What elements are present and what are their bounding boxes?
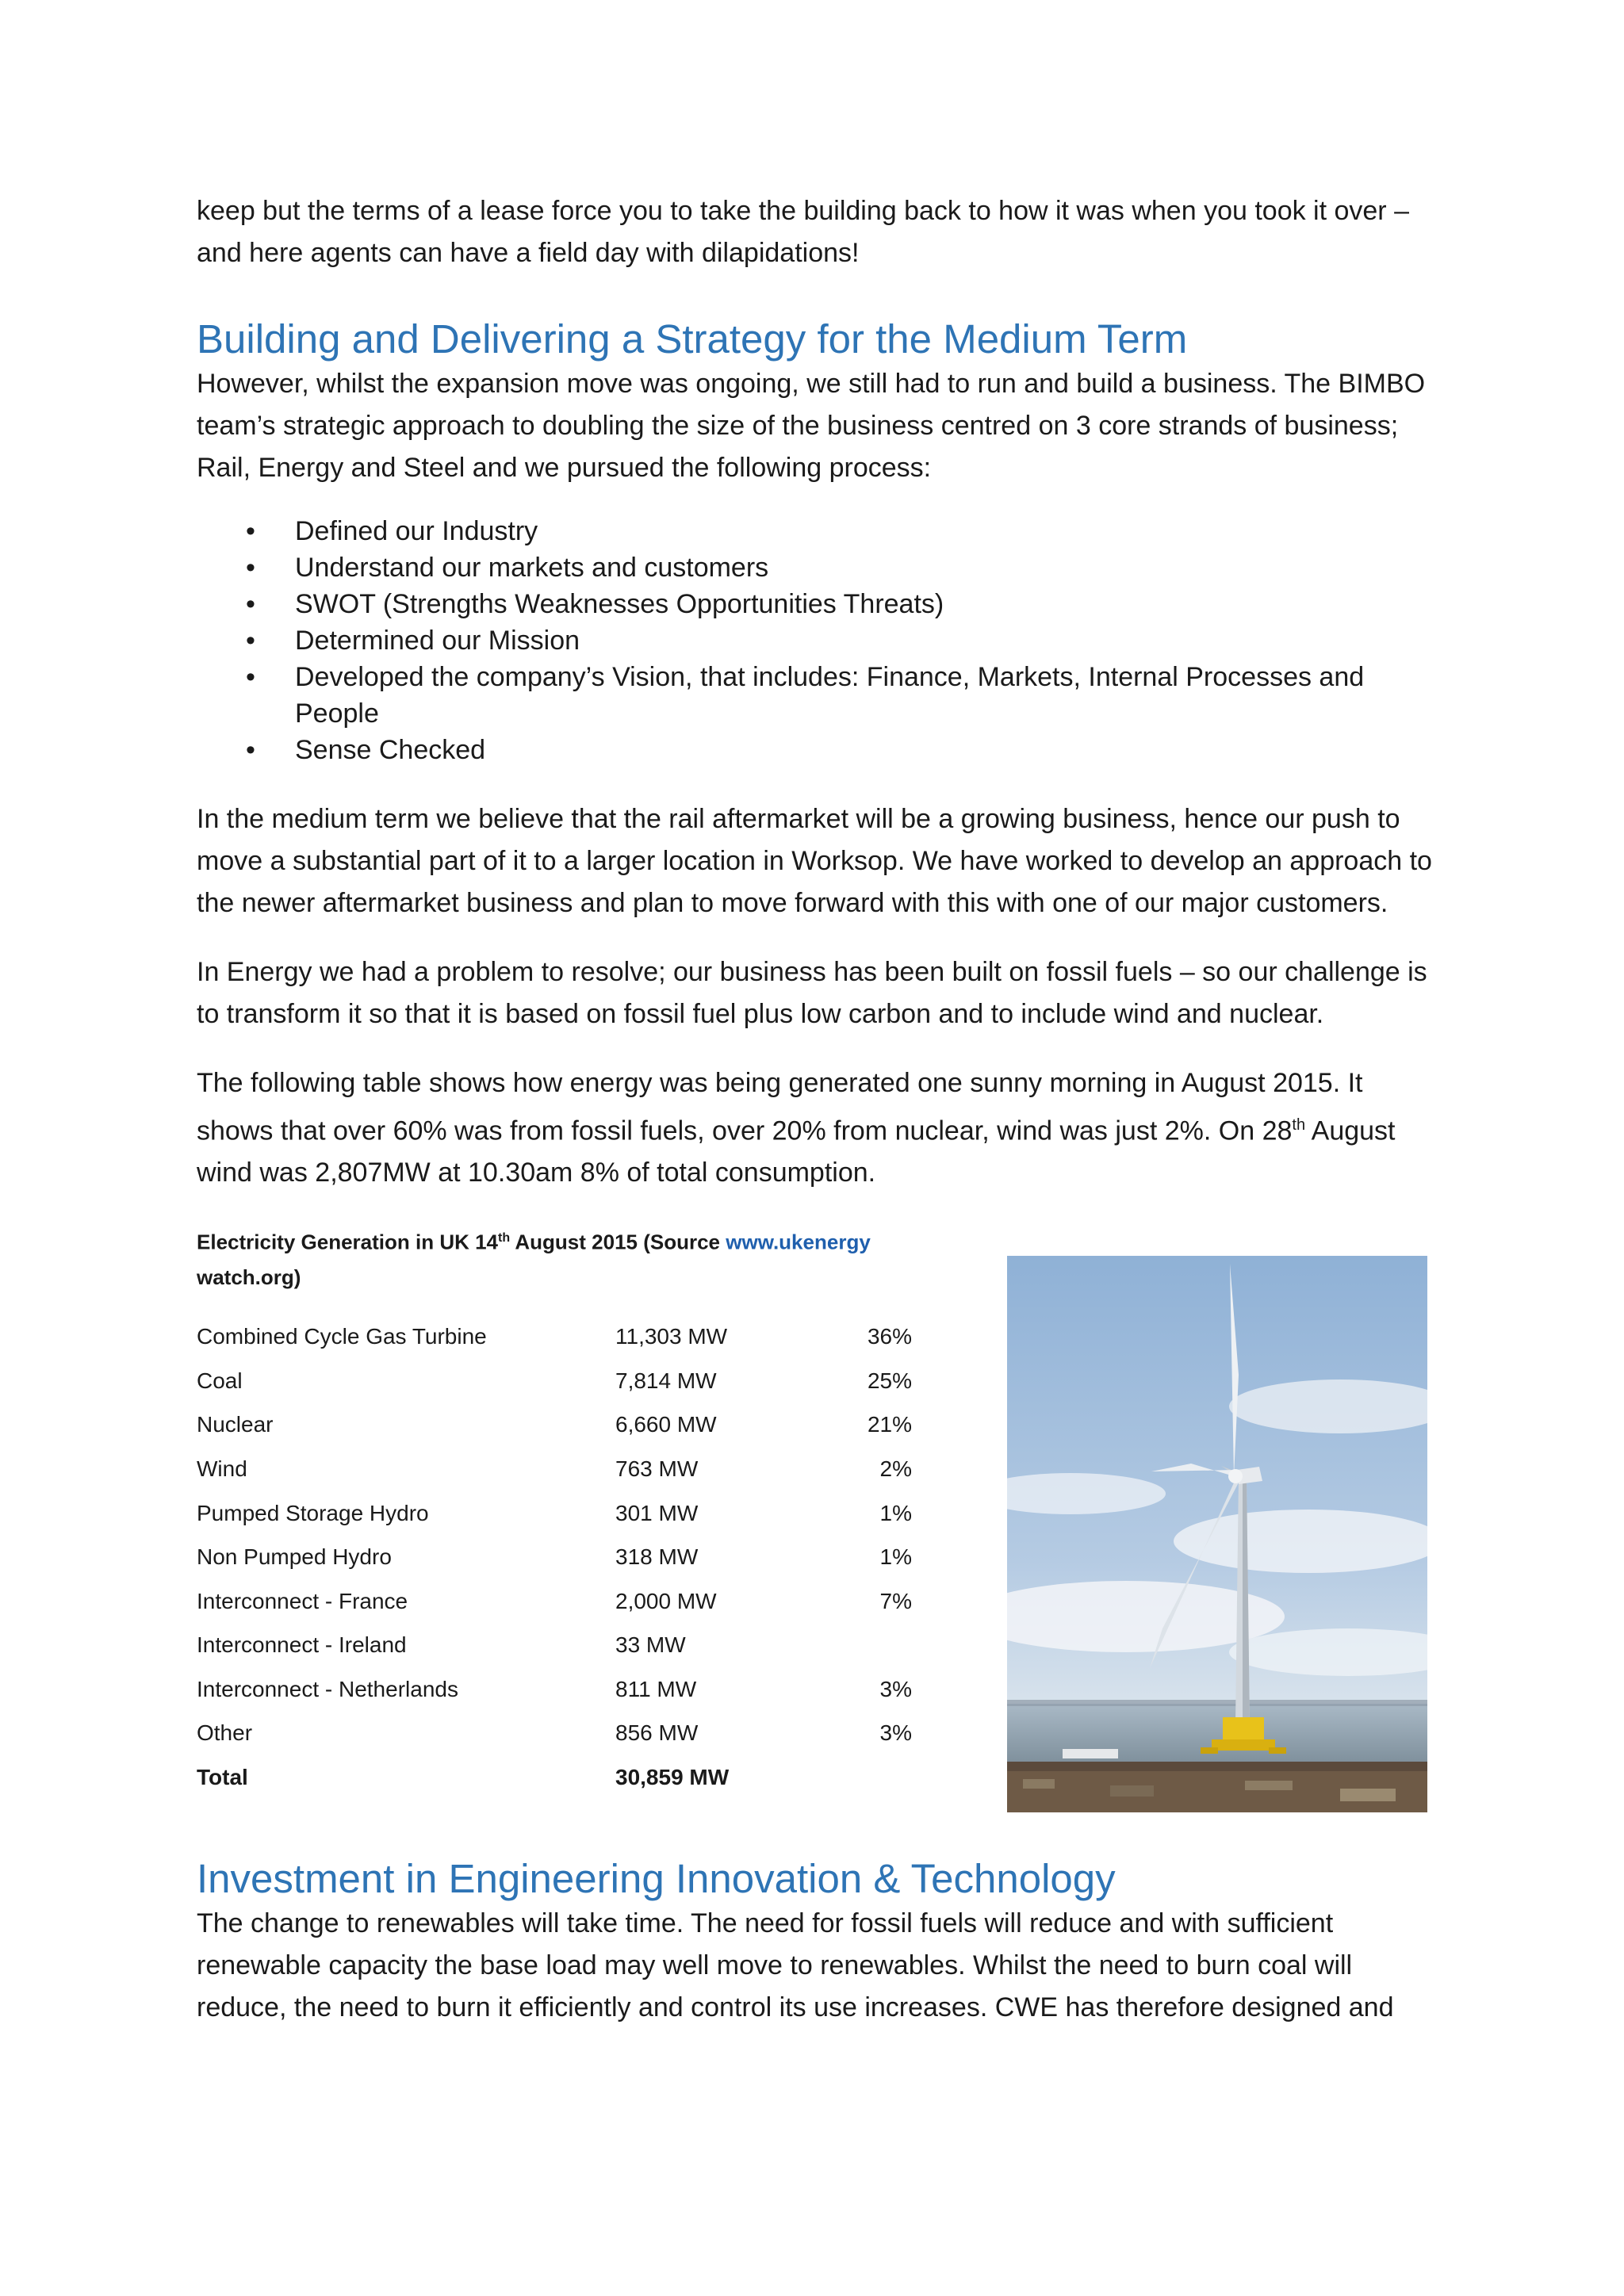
document-page xyxy=(197,190,1434,2029)
bullet-icon: • xyxy=(246,662,255,692)
table-row: Pumped Storage Hydro 301 MW 1% xyxy=(197,1500,912,1525)
wind-turbine-photo xyxy=(1007,1256,1427,1812)
list-item: • Defined our Industry xyxy=(197,513,1434,549)
section-heading-strategy: Building and Delivering a Strategy for the Medium Term xyxy=(197,316,1188,362)
bullet-icon: • xyxy=(246,516,255,546)
table-row: Interconnect - Ireland 33 MW xyxy=(197,1632,686,1658)
source-link[interactable]: www.ukenergy xyxy=(726,1230,871,1254)
table-row: Combined Cycle Gas Turbine 11,303 MW 36% xyxy=(197,1324,912,1349)
list-item: • Developed the company’s Vision, that includes: Finance, Markets, Internal Processes and People xyxy=(197,659,1434,732)
table-row: Non Pumped Hydro 318 MW 1% xyxy=(197,1544,912,1570)
bullet-icon: • xyxy=(246,626,255,656)
generation-table-block xyxy=(197,1221,1434,1831)
bullet-icon: • xyxy=(246,735,255,765)
table-row: Nuclear 6,660 MW 21% xyxy=(197,1412,912,1437)
list-item: • Sense Checked xyxy=(197,732,1434,768)
intro-paragraph: keep but the terms of a lease force you to take the building back to how it was when you took it over – and here agents can have a field day with dilapidations! xyxy=(197,196,1409,268)
bullet-icon: • xyxy=(246,553,255,583)
table-row: Coal 7,814 MW 25% xyxy=(197,1368,912,1393)
table-caption: Electricity Generation in UK 14th August 2015 (Source www.ukenergy watch.org) xyxy=(197,1230,871,1289)
generation-table xyxy=(197,1314,912,1800)
generation-paragraph: The following table shows how energy was being generated one sunny morning in August 2015. It shows that over 60% was from fossil fuels, over 20% from nuclear, wind was just 2%. On 28th August wind was 2,807MW at 10.30am 8% of total consumption. xyxy=(197,1068,1396,1188)
table-row: Wind 763 MW 2% xyxy=(197,1456,912,1481)
table-row: Interconnect - Netherlands 811 MW 3% xyxy=(197,1676,912,1701)
section-heading-investment: Investment in Engineering Innovation & Technology xyxy=(197,1856,1116,1902)
process-bullet-list xyxy=(197,513,1434,768)
table-row: Interconnect - France 2,000 MW 7% xyxy=(197,1588,912,1613)
list-item: • Determined our Mission xyxy=(197,622,1434,659)
investment-paragraph: The change to renewables will take time. The need for fossil fuels will reduce and with sufficient renewable capacity the base load may well move to renewables. Whilst the need to burn coal will reduce, the need to burn it efficiently and control its use increases. CWE has therefore designed and xyxy=(197,1908,1394,2023)
table-row: Other 856 MW 3% xyxy=(197,1720,912,1746)
energy-paragraph: In Energy we had a problem to resolve; our business has been built on fossil fuels – so our challenge is to transform it so that it is based on fossil fuel plus low carbon and to include wind and nuclear. xyxy=(197,957,1427,1029)
table-total-row: Total 30,859 MW xyxy=(197,1765,730,1790)
rail-paragraph: In the medium term we believe that the rail aftermarket will be a growing business, hence our push to move a substantial part of it to a larger location in Worksop. We have worked to develop an approach to the newer aftermarket business and plan to move forward with this with one of our major customers. xyxy=(197,804,1432,918)
list-item: • SWOT (Strengths Weaknesses Opportunities Threats) xyxy=(197,586,1434,622)
list-item: • Understand our markets and customers xyxy=(197,549,1434,586)
bullet-icon: • xyxy=(246,589,255,619)
strategy-paragraph: However, whilst the expansion move was ongoing, we still had to run and build a business. The BIMBO team’s strategic approach to doubling the size of the business centred on 3 core strands of business; Rail, Energy and Steel and we pursued the following process: xyxy=(197,369,1426,483)
